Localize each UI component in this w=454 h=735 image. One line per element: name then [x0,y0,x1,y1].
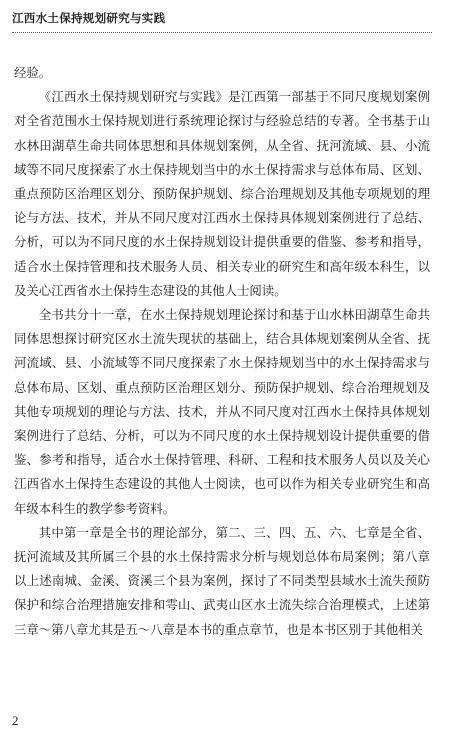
paragraph-continuation: 经验。 [14,65,52,80]
header-divider [12,32,432,33]
running-title: 江西水土保持规划研究与实践 [12,11,166,25]
page-number: 2 [12,713,19,728]
paragraph-chapter-overview: 其中第一章是全书的理论部分，第二、三、四、五、六、七章是全省、抚河流域及其所属三个县的水土保持需求分析与规划总体布局案例；第八章以上述南城、金溪、资溪三个县为案例，探讨了不同类型县域水土流失预防保护和综合治理措施安排和雩山、武夷山区水土流失综合治理模式，上述第三章～第八章尤其是五～八章是本书的重点章节，也是本书区别于其他相关 [14,524,430,637]
paragraph-book-structure: 全书共分十一章，在水土保持规划理论探讨和基于山水林田湖草生命共同体思想探讨研究区水土流失现状的基础上，结合具体规划案例从全省、抚河流域、县、小流域等不同尺度探索了水土保持规划当中的水土保持需求与总体布局、区划、重点预防区治理区划分、预防保护规划、综合治理规划及其他专项规划的理论与方法、技术，并从不同尺度对江西水土保持具体规划案例进行了总结、分析，可以为不同尺度的水土保持规划设计提供重要的借鉴、参考和指导，适合水土保持管理、科研、工程和技术服务人员以及关心江西省水土保持生态建设的其他人士阅读，也可以作为相关专业研究生和高年级本科生的教学参考资料。 [14,307,430,516]
paragraph-book-intro: 《江西水土保持规划研究与实践》是江西第一部基于不同尺度规划案例对全省范围水土保持规划进行系统理论探讨与经验总结的专著。全书基于山水林田湖草生命共同体思想和具体规划案例，从全省、抚河流域、县、小流域等不同尺度探索了水土保持规划当中的水土保持需求与总体布局、区划、重点预防区治理区划分、预防保护规划、综合治理规划及其他专项规划的理论与方法、技术，并从不同尺度对江西水土保持具体规划案例进行了总结、分析，可以为不同尺度的水土保持规划设计提供重要的借鉴、参考和指导，适合水土保持管理和技术服务人员、相关专业的研究生和高年级本科生，以及关心江西省水土保持生态建设的其他人士阅读。 [14,89,430,298]
body-text [14,61,430,642]
page-header [12,6,432,40]
